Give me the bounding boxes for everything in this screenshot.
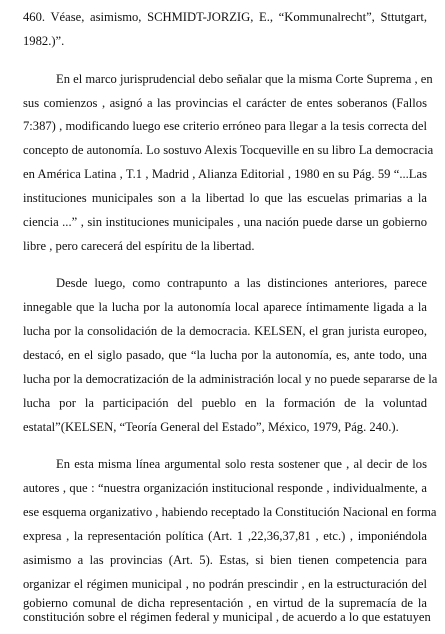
text-line: en América Latina , T.1 , Madrid , Alianza Editorial , 1980 en su Pág. 59 “...Las: [23, 167, 427, 181]
text-line: autores , que : “nuestra organización institucional responde , individualmente, a: [23, 481, 427, 495]
text-line: organizar el régimen municipal , no podrán prescindir , en la estructuración del: [23, 577, 427, 591]
text-line: lucha por la participación del pueblo en la formación de la voluntad: [23, 396, 427, 410]
text-line: 460. Véase, asimismo, SCHMIDT-JORZIG, E., “Kommunalrecht”, Sttutgart,: [23, 10, 427, 24]
text-line: estatal”(KELSEN, “Teoría General del Estado”, México, 1979, Pág. 240.).: [23, 420, 399, 434]
text-line: ciencia ...” , sin instituciones municipales , una nación puede darse un gobierno: [23, 215, 427, 229]
text-line: gobierno comunal de dicha representación , en virtud de la supremacía de la: [23, 596, 427, 610]
text-line: instituciones municipales son a la libertad lo que las escuelas primarias a la: [23, 191, 427, 205]
text-line: constitución sobre el régimen federal y municipal , de acuerdo a lo que estatuyen: [23, 610, 431, 624]
text-line: 1982.)”.: [23, 34, 65, 48]
text-line: libre , pero carecerá del espíritu de la libertad.: [23, 239, 255, 253]
text-line: asimismo a las provincias (Art. 5). Estas, si bien tienen competencia para: [23, 553, 427, 567]
text-line: expresa , la representación política (Art. 1 ,22,36,37,81 , etc.) , imponiéndola: [23, 529, 427, 543]
text-line: innegable que la lucha por la autonomía local aparece íntimamente ligada a la: [23, 300, 427, 314]
text-line: ese esquema organizativo , habiendo receptado la Constitución Nacional en forma: [23, 505, 437, 519]
text-line: 7:387) , modificando luego ese criterio erróneo para llegar a la tesis correcta del: [23, 119, 427, 133]
paragraph-first-line: En esta misma línea argumental solo resta sostener que , al decir de los: [56, 457, 427, 471]
paragraph-first-line: En el marco jurisprudencial debo señalar que la misma Corte Suprema , en: [56, 72, 433, 86]
paragraph-first-line: Desde luego, como contrapunto a las distinciones anteriores, parece: [56, 276, 427, 290]
text-line: destacó, en el siglo pasado, que “la lucha por la autonomía, es, ante todo, una: [23, 348, 427, 362]
text-line: lucha por la consolidación de la democracia. KELSEN, el gran jurista europeo,: [23, 324, 427, 338]
text-line: concepto de autonomía. Lo sostuvo Alexis Tocqueville en su libro La democracia: [23, 143, 434, 157]
text-line: lucha por la democratización de la administración local y no puede separarse de la: [23, 372, 438, 386]
text-line: sus comienzos , asignó a las provincias el carácter de entes soberanos (Fallos: [23, 96, 427, 110]
